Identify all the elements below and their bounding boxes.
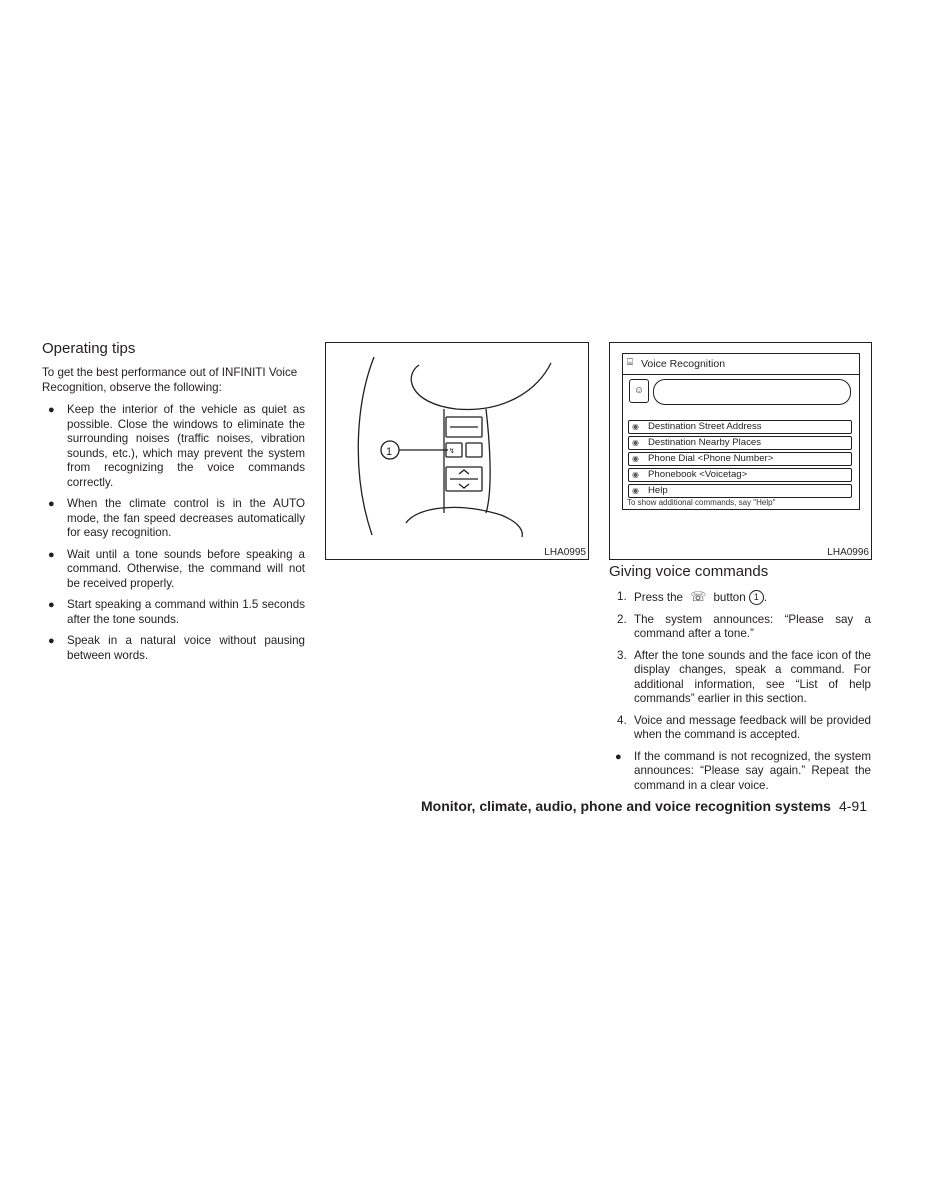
screen-title-bar — [623, 354, 859, 375]
giving-voice-commands-heading: Giving voice commands — [609, 563, 769, 580]
callout-circle: 1 — [749, 590, 764, 605]
operating-tips-heading: Operating tips — [42, 340, 136, 357]
talk-button-icon: ☏ — [690, 589, 707, 604]
screen-title: Voice Recognition — [641, 358, 726, 370]
list-item: 2. The system announces: “Please say a command after a tone.” — [617, 612, 871, 640]
voice-recognition-figure — [609, 342, 872, 560]
voice-commands-steps — [609, 590, 871, 743]
voice-icon: ◉ — [632, 470, 639, 479]
list-item: ● Keep the interior of the vehicle as quiet as possible. Close the windows to eliminate the surrounding noises (traffic noises, vibration sounds, etc.), which may prevent the system from recognizing the voice commands correctly. — [48, 403, 305, 489]
list-item: ● Speak in a natural voice without pausing between words. — [48, 634, 305, 662]
list-item: 3. After the tone sounds and the face icon of the display changes, speak a command. For additional information, see “List of help commands” earlier in this section. — [617, 648, 871, 705]
footer-section-title: Monitor, climate, audio, phone and voice recognition systems — [421, 798, 831, 814]
voice-commands-body — [609, 590, 871, 800]
list-item: ● If the command is not recognized, the system announces: “Please say again.” Repeat the command in a clear voice. — [615, 749, 871, 792]
callout-number: 1 — [386, 446, 393, 458]
voice-command-item[interactable]: ◉ Phonebook <Voicetag> — [628, 468, 852, 482]
steering-switch-figure — [325, 342, 589, 560]
operating-tips-list — [42, 403, 305, 663]
list-item: 4. Voice and message feedback will be provided when the command is accepted. — [617, 713, 871, 741]
voice-icon: ◉ — [632, 486, 639, 495]
voice-command-item[interactable]: ◉ Phone Dial <Phone Number> — [628, 452, 852, 466]
figure-label: LHA0996 — [827, 547, 869, 558]
list-item: 1. Press the ☏ button 1 . — [617, 589, 768, 604]
voice-recognition-screen — [622, 353, 860, 510]
list-item: ● When the climate control is in the AUTO mode, the fan speed decreases automatically for easy recognition. — [48, 497, 305, 539]
operating-tips-intro: To get the best performance out of INFINITI Voice Recognition, observe the following: — [42, 366, 298, 394]
speech-bubble — [653, 379, 851, 405]
list-item: ● Wait until a tone sounds before speaking a command. Otherwise, the command will not be received properly. — [48, 547, 305, 590]
voice-commands-note — [609, 750, 871, 794]
speech-bubble-area — [627, 379, 853, 405]
help-hint: To show additional commands, say "Help" — [627, 498, 776, 507]
voice-recognition-icon: ⌸ — [627, 357, 633, 368]
operating-tips-body — [42, 366, 305, 670]
voice-command-item[interactable]: ◉ Destination Street Address — [628, 420, 852, 434]
page-number: 4-91 — [838, 798, 867, 814]
figure-label: LHA0995 — [544, 547, 586, 558]
svg-text:↯: ↯ — [449, 448, 455, 455]
page-footer — [421, 798, 867, 814]
voice-icon: ◉ — [632, 438, 639, 447]
voice-command-item[interactable]: ◉ Destination Nearby Places — [628, 436, 852, 450]
voice-icon: ◉ — [632, 454, 639, 463]
list-item: ● Start speaking a command within 1.5 seconds after the tone sounds. — [48, 598, 305, 626]
voice-command-item[interactable]: ◉ Help — [628, 484, 852, 498]
steering-wheel-illustration — [326, 343, 588, 559]
face-icon: ☺ — [629, 379, 649, 403]
voice-icon: ◉ — [632, 422, 639, 431]
